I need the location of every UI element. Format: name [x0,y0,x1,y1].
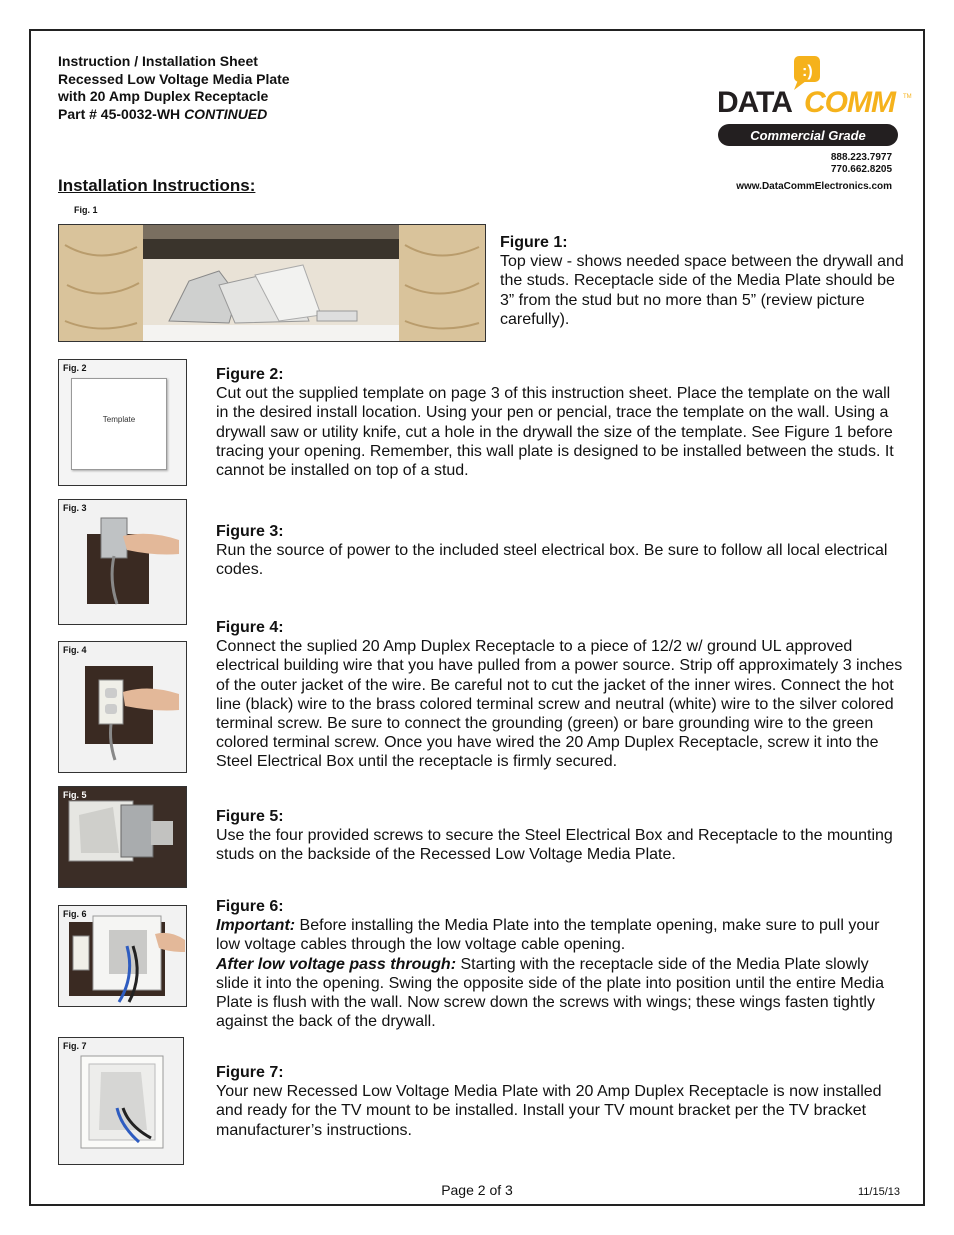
fig-7-photo [58,1037,184,1165]
fig-3-text: Run the source of power to the included steel electrical box. Be sure to follow all local electrical codes. [216,542,888,579]
fig-6-photo [58,905,187,1007]
fig-5-text: Use the four provided screws to secure the Steel Electrical Box and Receptacle to the mounting studs on the backside of the Recessed Low Voltage Media Plate. [216,827,893,864]
header-line-3: with 20 Amp Duplex Receptacle [58,88,269,104]
fig-2-text: Cut out the supplied template on page 3 of this instruction sheet. Place the template on the wall in the desired install location. Using your pen or pencial, trace the template on the wall. Using a drywall saw or utility knife, cut a hole in the drywall the size of the template. See Figure 1 before tracing your opening. Remember, this wall plate is designed to be installed between the studs. It cannot be installed on top of a stud. [216,385,894,480]
logo-tm: TM [903,94,912,100]
fig-7-label: Fig. 7 [63,1041,87,1051]
fig-4-text: Connect the suplied 20 Amp Duplex Receptacle to a piece of 12/2 w/ ground UL approved electrical building wire that you have pulled from a power source. Strip off approximately 3 inches of the outer jacket of the wire. Be careful not to cut the jacket of the inner wires. Connect the hot line (black) wire to the brass colored terminal screw and neutral (white) wire to the silver colored terminal screw. Be sure to connect the grounding (green) or bare grounding wire to the green colored terminal screw. Once you have wired the 20 Amp Duplex Receptacle, screw it into the Steel Electrical Box until the receptacle is firmly secured. [216,638,903,771]
fig-5-heading: Figure 5: [216,808,284,825]
contact-phones [831,152,892,176]
fig-3-caption [216,522,906,580]
fig-3-label: Fig. 3 [63,503,87,513]
svg-text::): :) [802,63,813,80]
fig-4-caption [216,618,906,772]
section-title: Installation Instructions: [58,176,256,195]
document-date: 11/15/13 [857,1186,900,1198]
fig-2-caption [216,365,906,480]
fig-1-photo [58,224,486,342]
fig-7-caption [216,1063,906,1140]
template-sheet [71,378,167,470]
header-line-2: Recessed Low Voltage Media Plate [58,70,290,87]
fig-3-photo [58,499,187,625]
fig-1-text: Top view - shows needed space between the drywall and the studs. Receptacle side of the Media Plate should be 3” from the stud but no more than 5” (review picture carefully). [500,253,904,328]
fig-5-caption [216,807,906,865]
fig-4-label: Fig. 4 [63,645,87,655]
fig-1-caption [500,233,910,329]
fig-2-label: Fig. 2 [63,363,87,373]
fig-6-label: Fig. 6 [63,909,87,919]
website-link[interactable]: www.DataCommElectronics.com [736,181,892,192]
fig-5-photo [58,786,187,888]
logo-brand-b: COMM [804,86,895,119]
fig-2-photo [58,359,187,486]
template-text: Template [102,415,136,424]
header-line-1: Instruction / Installation Sheet [58,53,258,69]
fig-1-heading: Figure 1: [500,234,568,251]
fig-2-heading: Figure 2: [216,366,284,383]
fig-5-label: Fig. 5 [63,790,87,800]
page-number: Page 2 of 3 [441,1182,513,1198]
fig-1-label: Fig. 1 [74,205,98,215]
logo-brand-a: DATA [717,86,792,119]
fig-7-heading: Figure 7: [216,1064,284,1081]
fig-4-photo [58,641,187,773]
fig-7-text: Your new Recessed Low Voltage Media Plate with 20 Amp Duplex Receptacle is now installed and ready for the TV mount to be installed. Install your TV mount bracket per the TV bracket manufacturer’s instructions. [216,1083,882,1139]
logo-tagline: Commercial Grade [750,128,866,143]
document-header [58,53,290,123]
header-line-4: Part # 45-0032-WH CONTINUED [58,105,268,122]
fig-6-important: Important: Before installing the Media Plate into the template opening, make sure to pull your low voltage cables through the low voltage cable opening. [216,917,880,954]
fig-3-heading: Figure 3: [216,523,284,540]
phone-1: 888.223.7977 [830,152,892,163]
fig-6-heading: Figure 6: [216,898,284,915]
fig-6-caption [216,897,906,1031]
fig-4-heading: Figure 4: [216,619,284,636]
fig-6-after: After low voltage pass through: Starting with the receptacle side of the Media Plate slowly slide it into the opening. Swing the opposite side of the plate into position until the entire Media Plate is flush with the wall. Now screw down the screws with wings; these wings fasten tightly against the back of the drywall. [216,955,884,1031]
phone-2: 770.662.8205 [830,164,892,175]
datacomm-logo [716,54,916,154]
